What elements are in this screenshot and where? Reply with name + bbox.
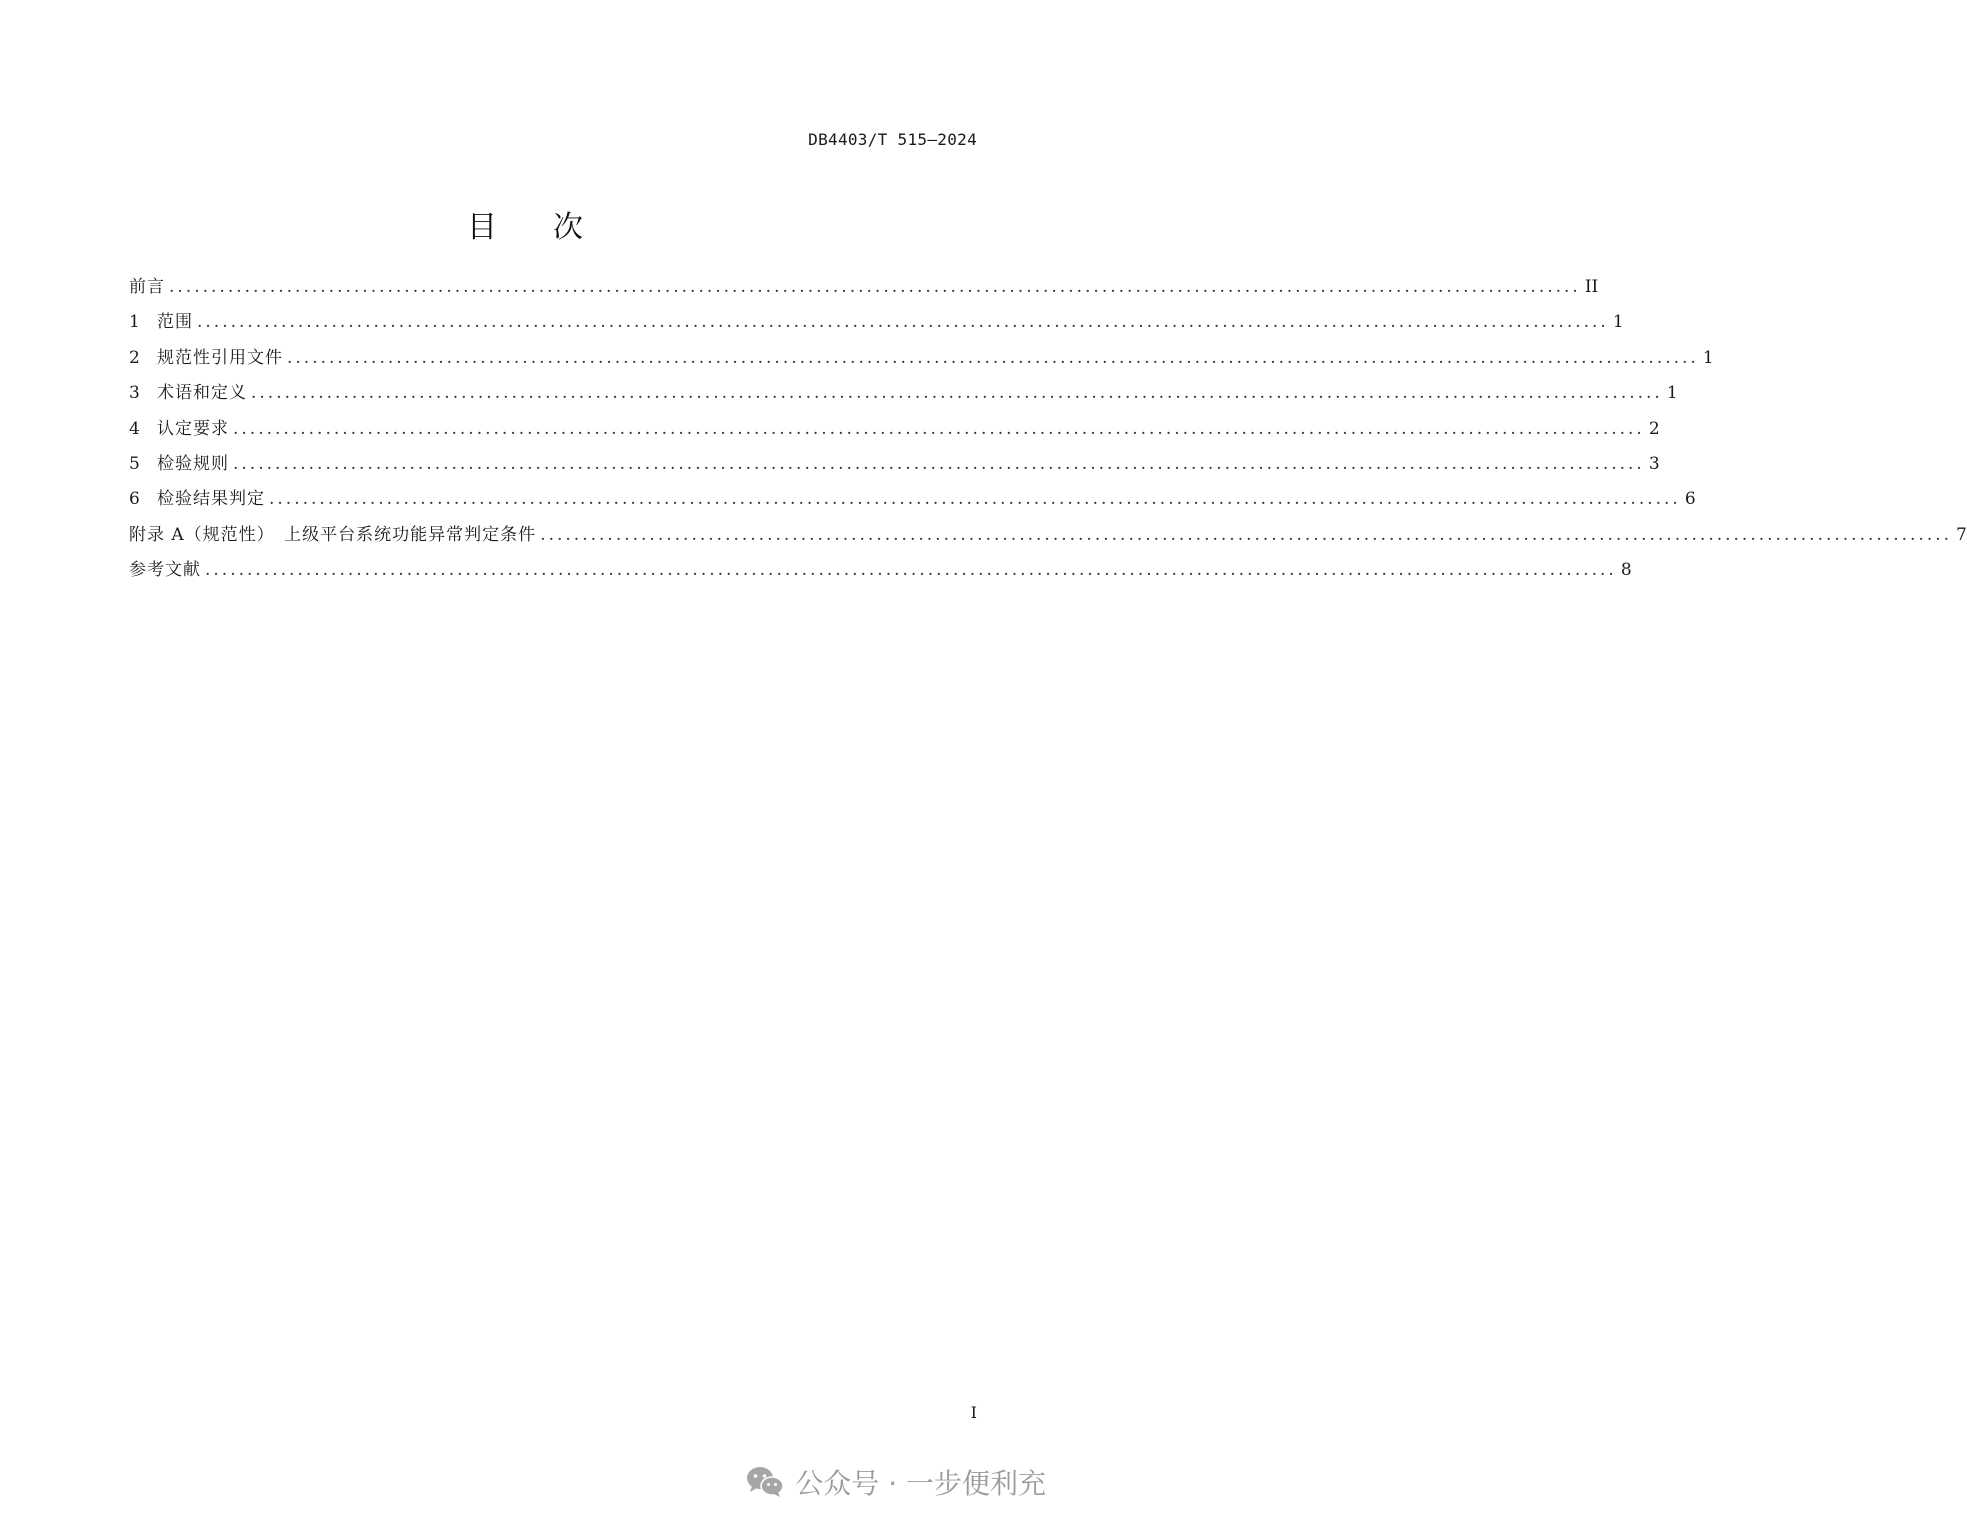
- toc-entry-number: 1: [129, 312, 140, 333]
- toc-entry-label: 前言: [129, 277, 165, 297]
- standard-code: DB4403/T 515—2024: [808, 130, 977, 149]
- toc-entry-page: 1: [1666, 383, 1678, 404]
- toc-leader-dots: ........................................................................................................................................................................: [233, 418, 1645, 439]
- toc-entry-annex-a[interactable]: [129, 518, 1967, 553]
- toc-entry-page: 8: [1620, 560, 1632, 581]
- toc-entry-page: 3: [1648, 453, 1660, 474]
- toc-entry-number: 2: [129, 347, 140, 368]
- toc-entry-number: 3: [129, 383, 140, 404]
- toc-leader-dots: ........................................................................................................................................................................: [287, 347, 1699, 368]
- toc-leader-dots: ........................................................................................................................................................................: [251, 383, 1663, 404]
- toc-entry-number: 4: [129, 418, 140, 439]
- toc-entry-label: 检验规则: [157, 453, 229, 474]
- toc-entry-requirements[interactable]: [129, 412, 1660, 447]
- toc-title: 目次: [467, 210, 639, 246]
- toc-entry-normative-references[interactable]: [129, 341, 1714, 376]
- table-of-contents: [129, 270, 1967, 589]
- toc-leader-dots: ........................................................................................................................................................................: [540, 524, 1953, 545]
- watermark-text: 公众号 · 一步便利充: [795, 1467, 1046, 1500]
- toc-entry-page: 7: [1956, 524, 1967, 545]
- toc-entry-page: 6: [1684, 489, 1696, 510]
- page-number: I: [970, 1403, 977, 1422]
- toc-entry-label: 术语和定义: [157, 383, 247, 404]
- wechat-icon: [745, 1465, 785, 1499]
- toc-entry-label: 认定要求: [157, 418, 229, 439]
- toc-entry-page: 1: [1702, 347, 1714, 368]
- toc-entry-result-judgment[interactable]: [129, 482, 1696, 517]
- toc-entry-label: 规范性引用文件: [157, 347, 283, 368]
- toc-entry-page: 1: [1612, 312, 1624, 333]
- toc-entry-scope[interactable]: [129, 305, 1624, 340]
- toc-entry-inspection-rules[interactable]: [129, 447, 1660, 482]
- toc-leader-dots: ........................................................................................................................................................................: [233, 453, 1645, 474]
- watermark: [745, 1462, 1046, 1502]
- toc-entry-bibliography[interactable]: [129, 553, 1632, 588]
- toc-entry-label: 范围: [157, 312, 193, 333]
- toc-leader-dots: ........................................................................................................................................................................: [169, 277, 1581, 297]
- toc-entry-foreword[interactable]: [129, 270, 1599, 305]
- toc-leader-dots: ........................................................................................................................................................................: [197, 312, 1609, 333]
- toc-leader-dots: ........................................................................................................................................................................: [269, 489, 1681, 510]
- toc-entry-page: II: [1584, 277, 1599, 297]
- toc-leader-dots: ........................................................................................................................................................................: [205, 560, 1617, 581]
- toc-entry-label: 检验结果判定: [157, 489, 265, 510]
- toc-entry-label: 参考文献: [129, 560, 201, 581]
- toc-entry-label: 附录 A（规范性） 上级平台系统功能异常判定条件: [129, 524, 537, 545]
- toc-entry-number: 6: [129, 489, 140, 510]
- toc-entry-number: 5: [129, 453, 140, 474]
- toc-entry-terms-definitions[interactable]: [129, 376, 1678, 411]
- toc-entry-page: 2: [1648, 418, 1660, 439]
